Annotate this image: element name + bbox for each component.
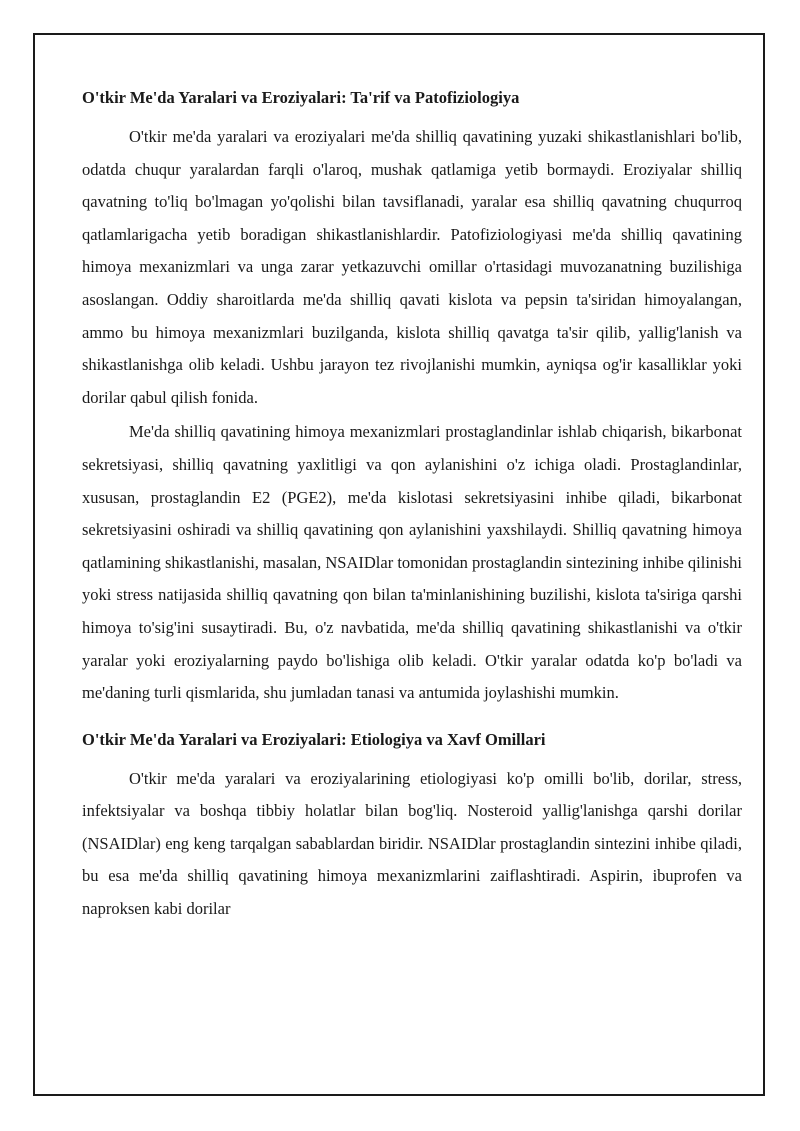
paragraph-definition-2: Me'da shilliq qavatining himoya mexanizmlari prostaglandinlar ishlab chiqarish, bikarbonat sekretsiyasi, shilliq qavatning yaxlitligi va qon aylanishini o'z ichiga oladi. Prostaglandinlar, xususan, prostaglandin E2 (PGE2), me'da kislotasi sekretsiyasini inhibe qiladi, bikarbonat sekretsiyasini oshiradi va shilliq qavatining qon aylanishini yaxshilaydi. Shilliq qavatning himoya qatlamining shikastlanishi, masalan, NSAIDlar tomonidan prostaglandin sintezining inhibe qilinishi yoki stress natijasida shilliq qavatning qon bilan ta'minlanishining buzilishi, kislota ta'siriga qarshi himoya to'sig'ini susaytiradi. Bu, o'z navbatida, me'da shilliq qavatining shikastlanishi va o'tkir yaralar yoki eroziyalarning paydo bo'lishiga olib keladi. O'tkir yaralar odatda ko'p bo'ladi va me'daning turli qismlarida, shu jumladan tanasi va antumida joylashishi mumkin. [82, 422, 742, 703]
document-body [82, 86, 742, 928]
paragraph-etiology-1: O'tkir me'da yaralari va eroziyalarining etiologiyasi ko'p omilli bo'lib, dorilar, stress, infektsiyalar va boshqa tibbiy holatlar bilan bog'liq. Nosteroid yallig'lanishga qarshi dorilar (NSAIDlar) eng keng tarqalgan sabablardan biridir. NSAIDlar prostaglandin sintezini inhibe qiladi, bu esa me'da shilliq qavatining himoya mexanizmlarini zaiflashtiradi. Aspirin, ibuprofen va naproksen kabi dorilar [82, 768, 742, 919]
section-heading-etiology: O'tkir Me'da Yaralari va Eroziyalari: Etiologiya va Xavf Omillari [82, 729, 546, 749]
section-heading-definition: O'tkir Me'da Yaralari va Eroziyalari: Ta'rif va Patofiziologiya [82, 88, 520, 107]
paragraph-definition-1: O'tkir me'da yaralari va eroziyalari me'da shilliq qavatining yuzaki shikastlanishlari bo'lib, odatda chuqur yaralardan farqli o'laroq, mushak qatlamiga yetib bormaydi. Eroziyalar shilliq qavatning to'liq bo'lmagan yo'qolishi bilan tavsiflanadi, yaralar esa shilliq qavatning chuqurroq qatlamlarigacha yetib boradigan shikastlanishlardir. Patofiziologiyasi me'da shilliq qavatining himoya mexanizmlari va unga zarar yetkazuvchi omillar o'rtasidagi muvozanatning buzilishiga asoslangan. Oddiy sharoitlarda me'da shilliq qavati kislota va pepsin ta'siridan himoyalangan, ammo bu himoya mexanizmlari buzilganda, kislota shilliq qavatga ta'sir qilib, yallig'lanish va shikastlanishga olib keladi. Ushbu jarayon tez rivojlanishi mumkin, ayniqsa og'ir kasalliklar yoki dorilar qabul qilish fonida. [82, 127, 742, 407]
